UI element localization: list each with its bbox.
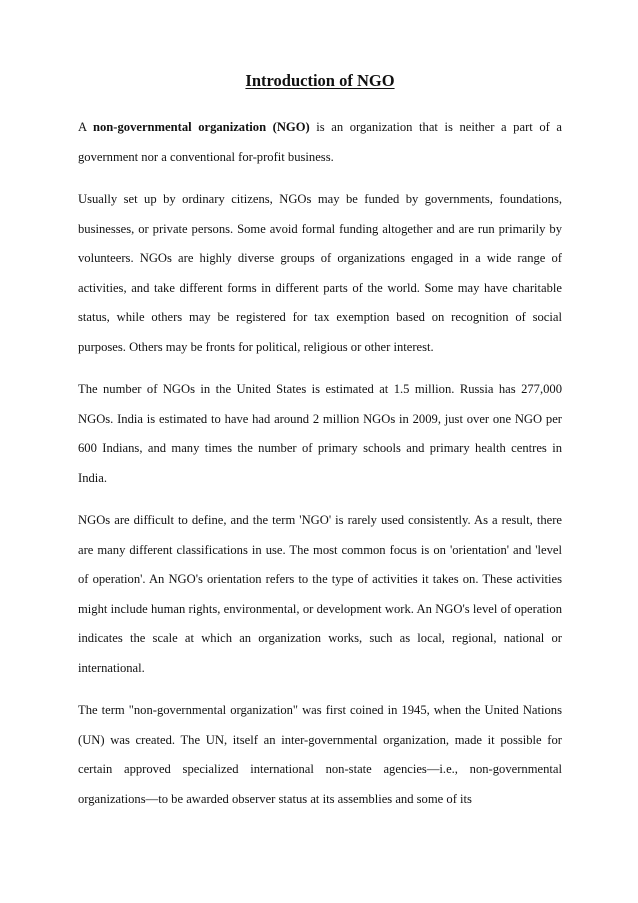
paragraph-text: The term "non-governmental organization" was first coined in 1945, when the United Nations (UN) was created. The UN, itself an inter-governmental organization, made it possible for certain approved specialized international non-state agencies—i.e., non-governmental organizations—to be awarded observer status at its assemblies and some of its [78, 703, 562, 806]
paragraph-text: The number of NGOs in the United States is estimated at 1.5 million. Russia has 277,000 NGOs. India is estimated to have had around 2 million NGOs in 2009, just over one NGO per 600 Indians, and many times the number of primary schools and primary health centres in India. [78, 382, 562, 485]
paragraph-text: NGOs are difficult to define, and the term 'NGO' is rarely used consistently. As a result, there are many different classifications in use. The most common focus is on 'orientation' and 'level of operation'. An NGO's orientation refers to the type of activities it takes on. These activities might include human rights, environmental, or development work. An NGO's level of operation indicates the scale at which an organization works, such as local, regional, national or international. [78, 513, 562, 675]
ngo-term-bold: non-governmental organization (NGO) [92, 120, 310, 134]
paragraph-statistics [78, 375, 562, 493]
paragraph-text: Usually set up by ordinary citizens, NGOs may be funded by governments, foundations, businesses, or private persons. Some avoid formal funding altogether and are run primarily by volunteers. NGOs are highly diverse groups of organizations engaged in a wide range of activities, and take different forms in different parts of the world. Some may have charitable status, while others may be registered for tax exemption based on recognition of social purposes. Others may be fronts for political, religious or other interest. [78, 192, 562, 354]
paragraph-funding [78, 185, 562, 362]
paragraph-history [78, 696, 562, 814]
paragraph-text: is an organization that is neither a part of a government nor a conventional for-profit business. [78, 120, 562, 164]
paragraph-classification [78, 506, 562, 683]
paragraph-definition [78, 113, 562, 172]
paragraph-lead-text: A [78, 120, 93, 134]
document-title: Introduction of NGO [245, 71, 395, 90]
